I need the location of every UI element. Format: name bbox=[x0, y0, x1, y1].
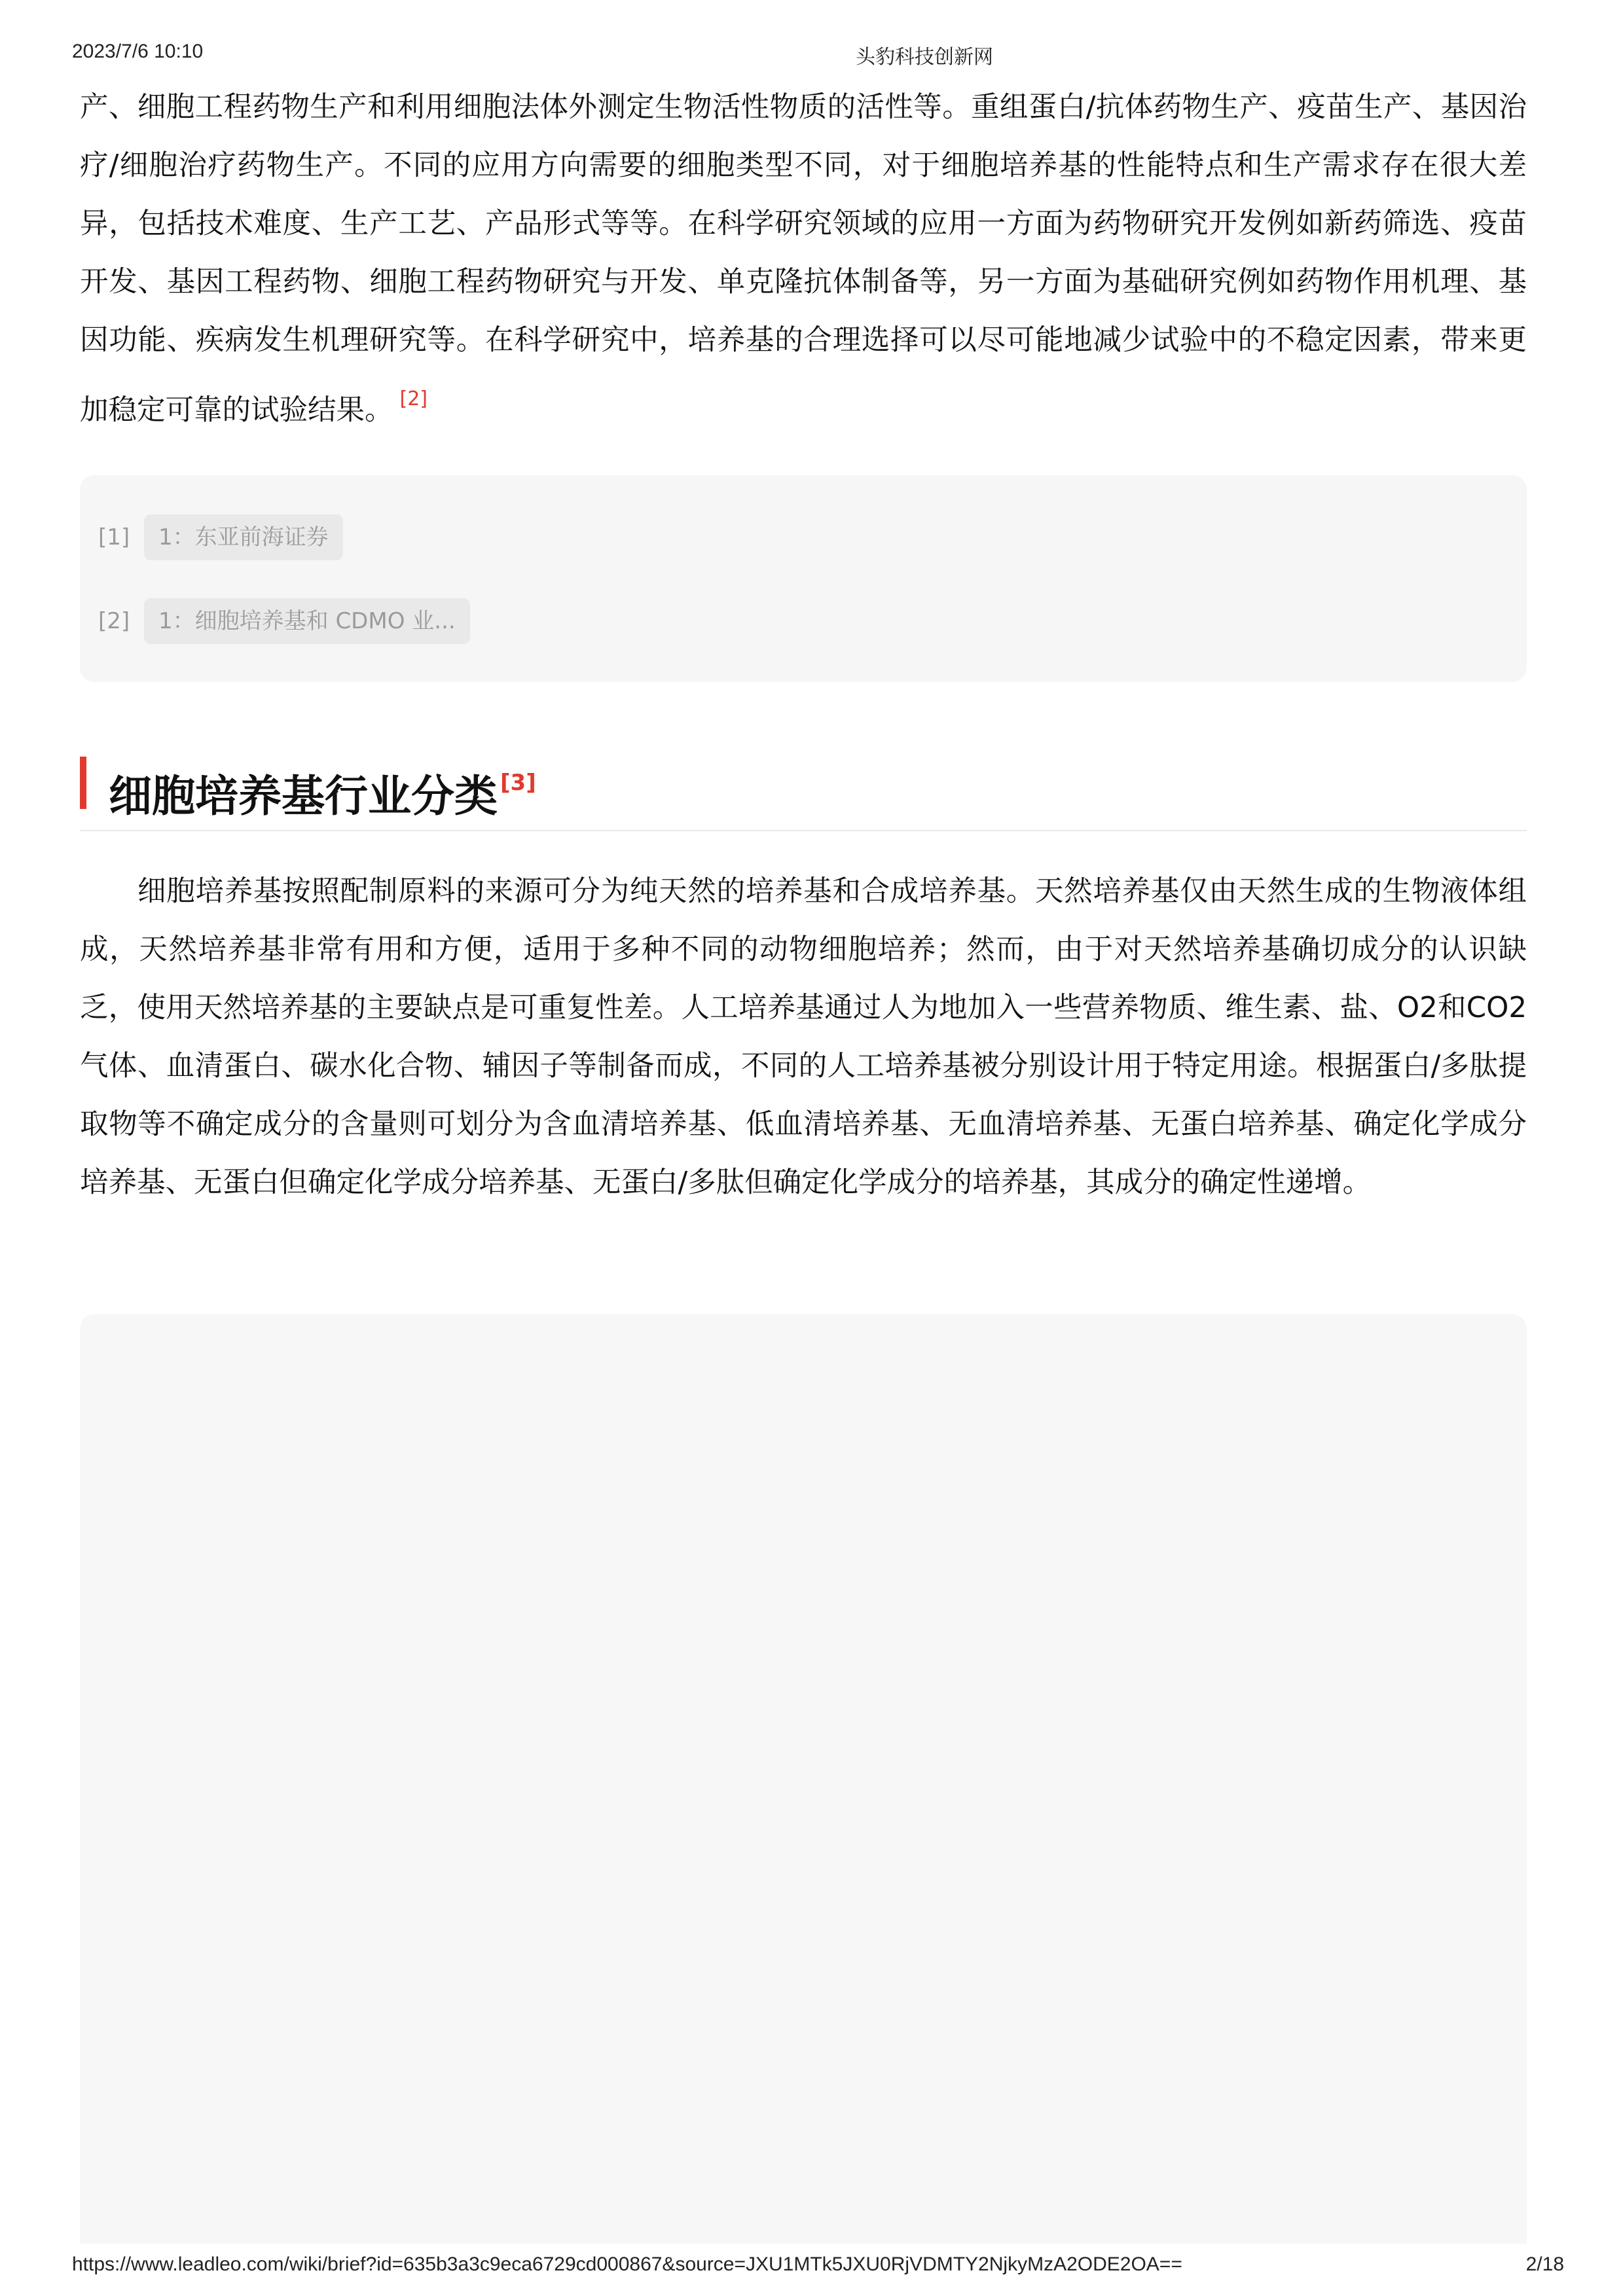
reference-item bbox=[80, 598, 1527, 644]
page-number: 2/18 bbox=[1525, 2253, 1564, 2275]
citation-link-3[interactable]: [3] bbox=[500, 770, 536, 796]
reference-source-chip[interactable]: 1：细胞培养基和 CDMO 业... bbox=[144, 598, 470, 644]
intro-paragraph bbox=[80, 79, 1527, 440]
citation-link-2[interactable]: [2] bbox=[399, 387, 428, 410]
intro-paragraph-text: 产、细胞工程药物生产和利用细胞法体外测定生物活性物质的活性等。重组蛋白/抗体药物生产、疫苗生产、基因治疗/细胞治疗药物生产。不同的应用方向需要的细胞类型不同，对于细胞培养基的性能特点和生产需求存在很大差异，包括技术难度、生产工艺、产品形式等等。在科学研究领域的应用一方面为药物研究开发例如新药筛选、疫苗开发、基因工程药物、细胞工程药物研究与开发、单克隆抗体制备等，另一方面为基础研究例如药物作用机理、基因功能、疾病发生机理研究等。在科学研究中，培养基的合理选择可以尽可能地减少试验中的不稳定因素，带来更加稳定可靠的试验结果。 bbox=[80, 91, 1527, 427]
reference-number: [2] bbox=[98, 608, 130, 634]
page-url: https://www.leadleo.com/wiki/brief?id=635b3a3c9eca6729cd000867&source=JXU1MTk5JXU0RjVDMTY2NjkyMzA2ODE2OA== bbox=[72, 2253, 1182, 2275]
section-title-text: 细胞培养基行业分类 bbox=[109, 771, 498, 821]
reference-item bbox=[80, 514, 1527, 560]
reference-source-chip[interactable]: 1：东亚前海证券 bbox=[144, 514, 343, 560]
section-body-paragraph: 细胞培养基按照配制原料的来源可分为纯天然的培养基和合成培养基。天然培养基仅由天然生成的生物液体组成，天然培养基非常有用和方便，适用于多种不同的动物细胞培养；然而，由于对天然培养基确切成分的认识缺乏，使用天然培养基的主要缺点是可重复性差。人工培养基通过人为地加入一些营养物质、维生素、盐、O2和CO2气体、血清蛋白、碳水化合物、辅因子等制备而成，不同的人工培养基被分别设计用于特定用途。根据蛋白/多肽提取物等不确定成分的含量则可划分为含血清培养基、低血清培养基、无血清培养基、无蛋白培养基、确定化学成分培养基、无蛋白但确定化学成分培养基、无蛋白/多肽但确定化学成分的培养基，其成分的确定性递增。 bbox=[80, 875, 1527, 1199]
section-title bbox=[109, 750, 536, 829]
figure-placeholder bbox=[80, 1314, 1527, 2244]
print-header bbox=[0, 41, 1623, 67]
section-accent-bar bbox=[80, 757, 86, 809]
section-heading bbox=[80, 746, 1527, 831]
reference-list bbox=[80, 475, 1527, 682]
print-date: 2023/7/6 10:10 bbox=[72, 41, 204, 62]
site-name: 头豹科技创新网 bbox=[856, 46, 993, 68]
reference-number: [1] bbox=[98, 524, 130, 550]
print-footer bbox=[0, 2253, 1623, 2280]
